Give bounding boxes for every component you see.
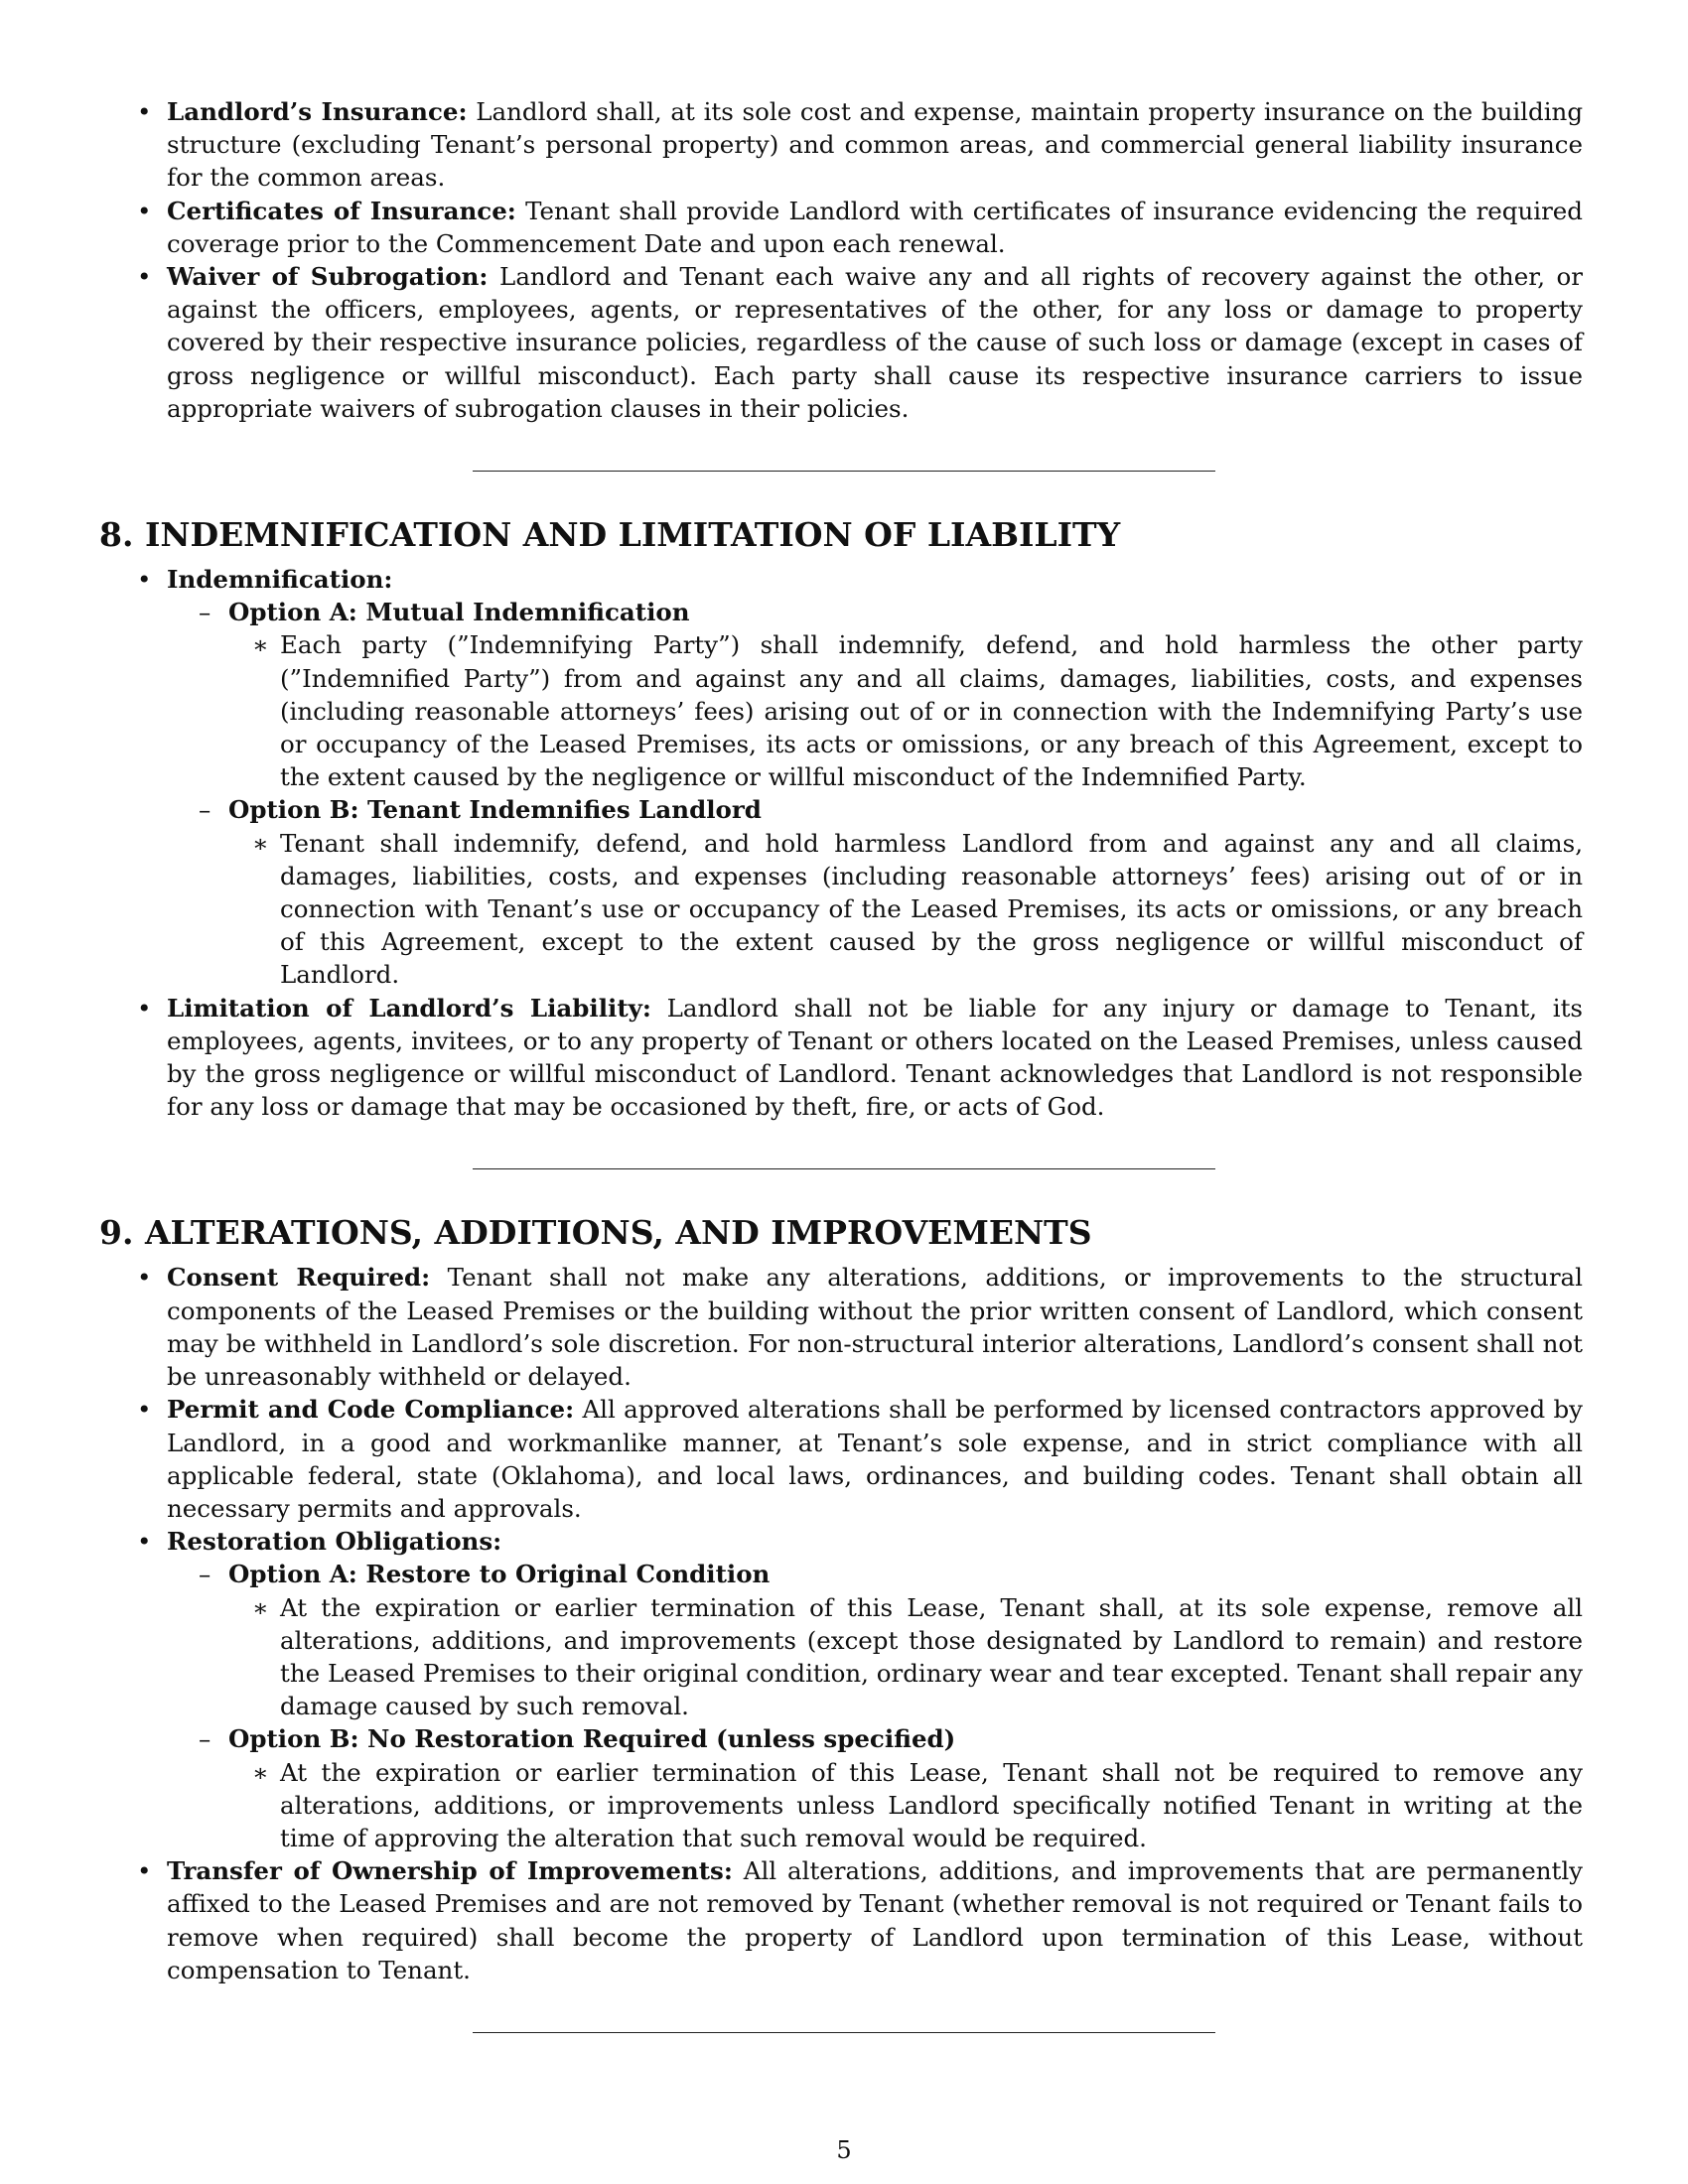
item-text: Landlord shall not be liable for any injury or damage to Tenant, its employees, agents, invitees, or to any property of Tenant or others located on the Leased Premises, unless caused by the gross negligence or willful misconduct of Landlord. Tenant acknowledges that Landlord is not responsible for any loss or damage that may be occasioned by theft, fire, or acts of God. xyxy=(167,993,1583,1122)
item-text: Tenant shall not make any alterations, additions, or improvements to the structural components of the Leased Premises or the building without the prior written consent of Landlord, which consent may be withheld in Landlord’s sole discretion. For non-structural interior alterations, Landlord’s consent shall not be unreasonably withheld or delayed. xyxy=(167,1263,1583,1392)
item-title: Permit and Code Compliance: xyxy=(167,1395,575,1425)
list-item xyxy=(167,1525,1583,1854)
sub-sub-list xyxy=(280,628,1583,793)
section-divider xyxy=(473,471,1215,472)
list-item xyxy=(167,992,1583,1124)
item-text: All alterations, additions, and improvements that are permanently affixed to the Leased Premises and are not removed by Tenant (whether removal is not required or Tenant fails to remove when required) shall become the property of Landlord upon termination of this Lease, without compensation to Tenant. xyxy=(167,1856,1583,1984)
sub-list xyxy=(228,1558,1583,1854)
item-text: Landlord and Tenant each waive any and all rights of recovery against the other, or against the officers, employees, agents, or representatives of the other, for any loss or damage to property covered by their respective insurance policies, regardless of the cause of such loss or damage (except in cases of gross negligence or willful misconduct). Each party shall cause its respective insurance carriers to issue appropriate waivers of subrogation clauses in their policies. xyxy=(167,262,1584,423)
option-title: Option A: Mutual Indemnification xyxy=(228,598,690,627)
list-item xyxy=(167,95,1583,195)
item-title: Certificates of Insurance: xyxy=(167,196,516,225)
sub-sub-list xyxy=(280,1756,1583,1855)
page-number: 5 xyxy=(836,2136,852,2164)
sub-list-item xyxy=(228,793,1583,991)
option-title: Option B: No Restoration Required (unless specified) xyxy=(228,1724,956,1754)
option-title: Option A: Restore to Original Condition xyxy=(228,1560,771,1589)
section-heading: 9. ALTERATIONS, ADDITIONS, AND IMPROVEMENTS xyxy=(99,1213,1092,1253)
section-divider xyxy=(473,2032,1215,2033)
sub-list xyxy=(228,596,1583,991)
sub-sub-list-item: ∗ At the expiration or earlier termination of this Lease, Tenant shall not be required to remove any alterations, additions, or improvements unless Landlord specifically notified Tenant in writing at the time of approving the alteration that such removal would be required. xyxy=(280,1756,1583,1855)
sub-list-item xyxy=(228,596,1583,793)
sub-list-item xyxy=(228,1558,1583,1722)
list-item xyxy=(167,1854,1583,1986)
item-title: Waiver of Subrogation: xyxy=(167,262,489,292)
sub-sub-list-item: ∗ At the expiration or earlier termination of this Lease, Tenant shall, at its sole expense, remove all alterations, additions, and improvements (except those designated by Landlord to remain) and restore the Leased Premises to their original condition, ordinary wear and tear excepted. Tenant shall repair any damage caused by such removal. xyxy=(280,1591,1583,1723)
option-title: Option B: Tenant Indemnifies Landlord xyxy=(228,795,762,825)
sub-sub-list-item: ∗ Tenant shall indemnify, defend, and hold harmless Landlord from and against any and all claims, damages, liabilities, costs, and expenses (including reasonable attorneys’ fees) arising out of or in connection with Tenant’s use or occupancy of the Leased Premises, its acts or omissions, or any breach of this Agreement, except to the extent caused by the gross negligence or willful misconduct of Landlord. xyxy=(280,827,1583,992)
list-item xyxy=(167,260,1583,425)
section-8-list xyxy=(167,563,1583,1123)
sub-sub-list xyxy=(280,1591,1583,1723)
list-item xyxy=(167,563,1583,992)
sub-list-item xyxy=(228,1722,1583,1854)
item-title: Landlord’s Insurance: xyxy=(167,97,468,126)
section-divider xyxy=(473,1168,1215,1169)
list-item xyxy=(167,195,1583,260)
document-page xyxy=(99,95,1584,2033)
section-9-list xyxy=(167,1261,1583,1985)
sub-sub-list-item: ∗ Each party (”Indemnifying Party”) shall indemnify, defend, and hold harmless the other party (”Indemnified Party”) from and against any and all claims, damages, liabilities, costs, and expenses (including reasonable attorneys’ fees) arising out of or in connection with the Indemnifying Party’s use or occupancy of the Leased Premises, its acts or omissions, or any breach of this Agreement, except to the extent caused by the negligence or willful misconduct of the Indemnified Party. xyxy=(280,628,1583,793)
item-text: Landlord shall, at its sole cost and expense, maintain property insurance on the building structure (excluding Tenant’s personal property) and common areas, and commercial general liability insurance for the common areas. xyxy=(167,97,1584,193)
item-title: Limitation of Landlord’s Liability: xyxy=(167,993,651,1023)
list-item xyxy=(167,1393,1583,1525)
item-text: Tenant shall provide Landlord with certificates of insurance evidencing the required coverage prior to the Commencement Date and upon each renewal. xyxy=(167,196,1583,258)
item-text: All approved alterations shall be performed by licensed contractors approved by Landlord, in a good and workmanlike manner, at Tenant’s sole expense, and in strict compliance with all applicable federal, state (Oklahoma), and local laws, ordinances, and building codes. Tenant shall obtain all necessary permits and approvals. xyxy=(167,1395,1583,1523)
item-title: Indemnification: xyxy=(167,565,393,595)
section-heading: 8. INDEMNIFICATION AND LIMITATION OF LIABILITY xyxy=(99,515,1121,555)
sub-sub-list xyxy=(280,827,1583,992)
item-title: Transfer of Ownership of Improvements: xyxy=(167,1856,733,1886)
list-item xyxy=(167,1261,1583,1393)
item-title: Restoration Obligations: xyxy=(167,1527,502,1557)
insurance-list xyxy=(167,95,1583,425)
item-title: Consent Required: xyxy=(167,1263,431,1293)
